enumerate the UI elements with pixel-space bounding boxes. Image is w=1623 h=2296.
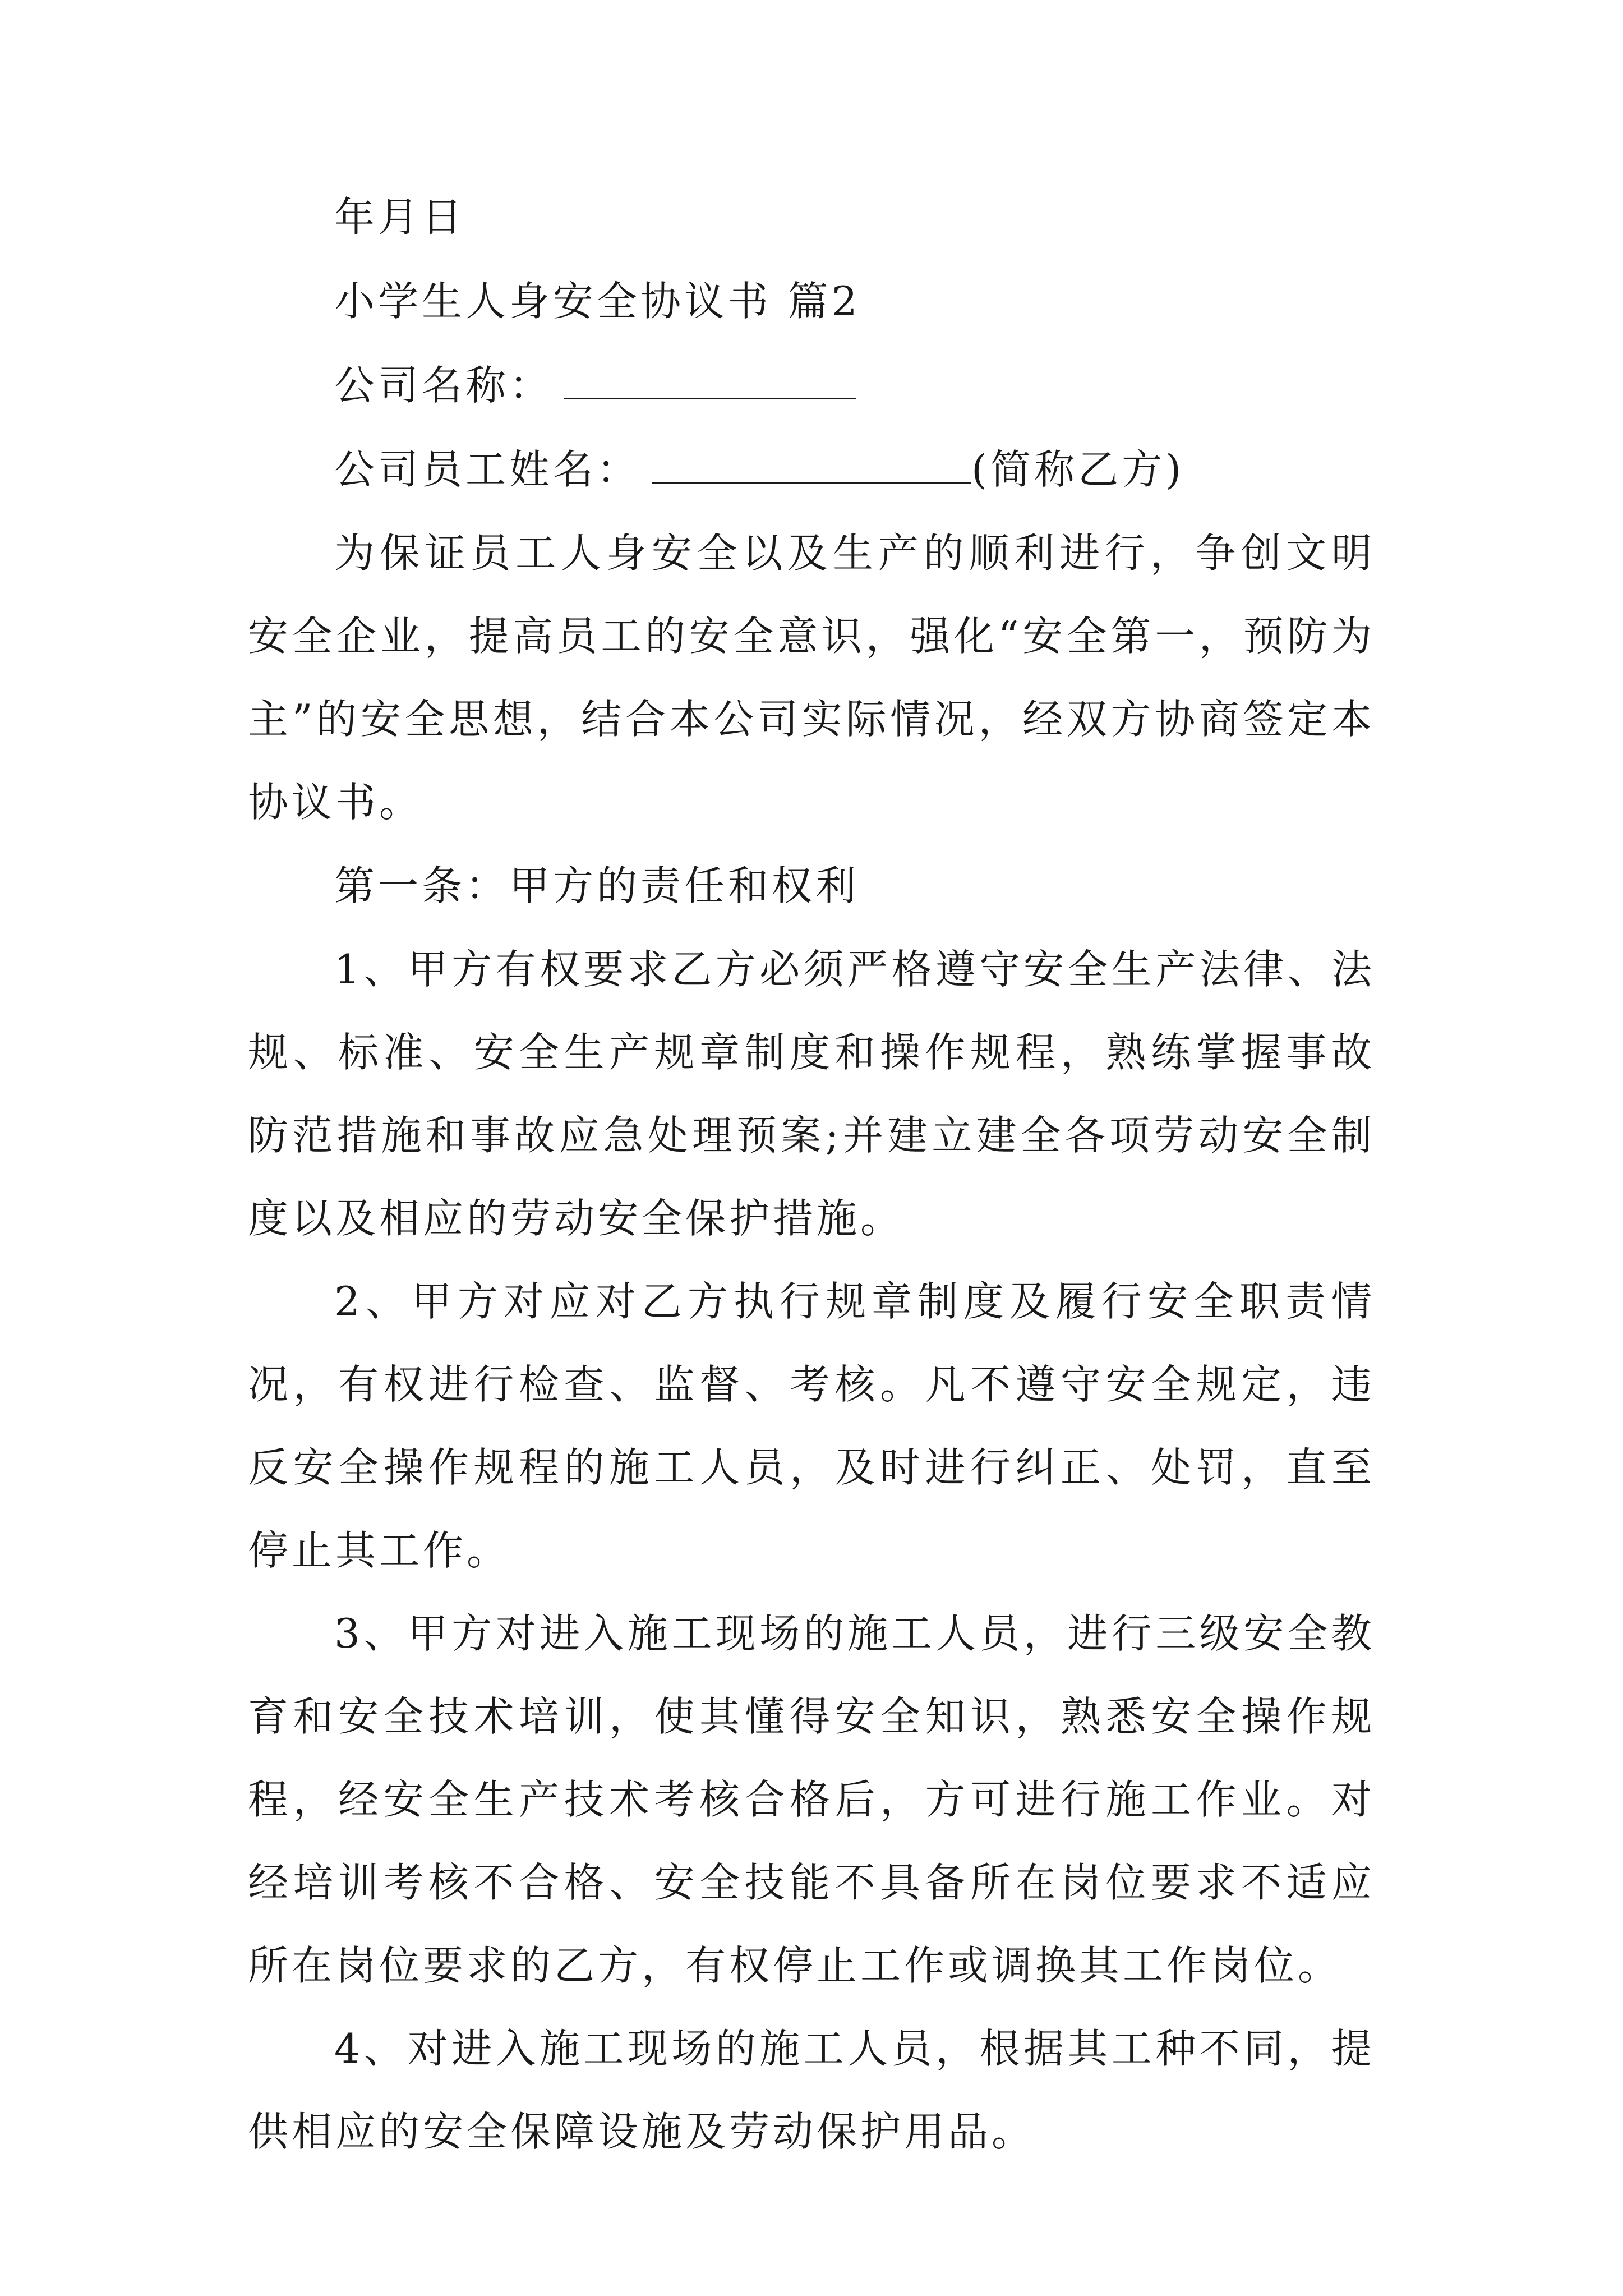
document-body: [248, 175, 1375, 2173]
clause-paragraph: 2、甲方对应对乙方执行规章制度及履行安全职责情况，有权进行检查、监督、考核。凡不遵守安全规定，违反安全操作规程的施工人员，及时进行纠正、处罚，直至停止其工作。: [248, 1278, 1375, 1574]
clause-paragraph: 1、甲方有权要求乙方必须严格遵守安全生产法律、法规、标准、安全生产规章制度和操作规程，熟练掌握事故防范措施和事故应急处理预案;并建立建全各项劳动安全制度以及相应的劳动安全保护措施。: [248, 946, 1375, 1242]
clause-paragraph: 4、对进入施工现场的施工人员，根据其工种不同，提供相应的安全保障设施及劳动保护用品。: [248, 2025, 1375, 2155]
company-name-row: [248, 343, 1375, 427]
article-one-title: 第一条：甲方的责任和权利: [334, 862, 860, 909]
document-heading: 小学生人身安全协议书 篇2: [334, 278, 861, 325]
company-name-blank: [564, 364, 856, 399]
company-name-label: 公司名称：: [334, 362, 554, 409]
employee-name-label: 公司员工姓名：: [334, 446, 641, 493]
employee-name-blank: [652, 448, 971, 484]
date-line: 年月日: [334, 194, 466, 241]
employee-abbrev-note: (简称乙方): [971, 446, 1185, 493]
employee-name-row: [248, 427, 1375, 512]
intro-paragraph: 为保证员工人身安全以及生产的顺利进行，争创文明安全企业，提高员工的安全意识，强化“安全第一，预防为主”的安全思想，结合本公司实际情况，经双方协商签定本协议书。: [248, 530, 1375, 826]
clause-paragraph: 3、甲方对进入施工现场的施工人员，进行三级安全教育和安全技术培训，使其懂得安全知识，熟悉安全操作规程，经安全生产技术考核合格后，方可进行施工作业。对经培训考核不合格、安全技能不具备所在岗位要求不适应所在岗位要求的乙方，有权停止工作或调换其工作岗位。: [248, 1610, 1375, 1989]
